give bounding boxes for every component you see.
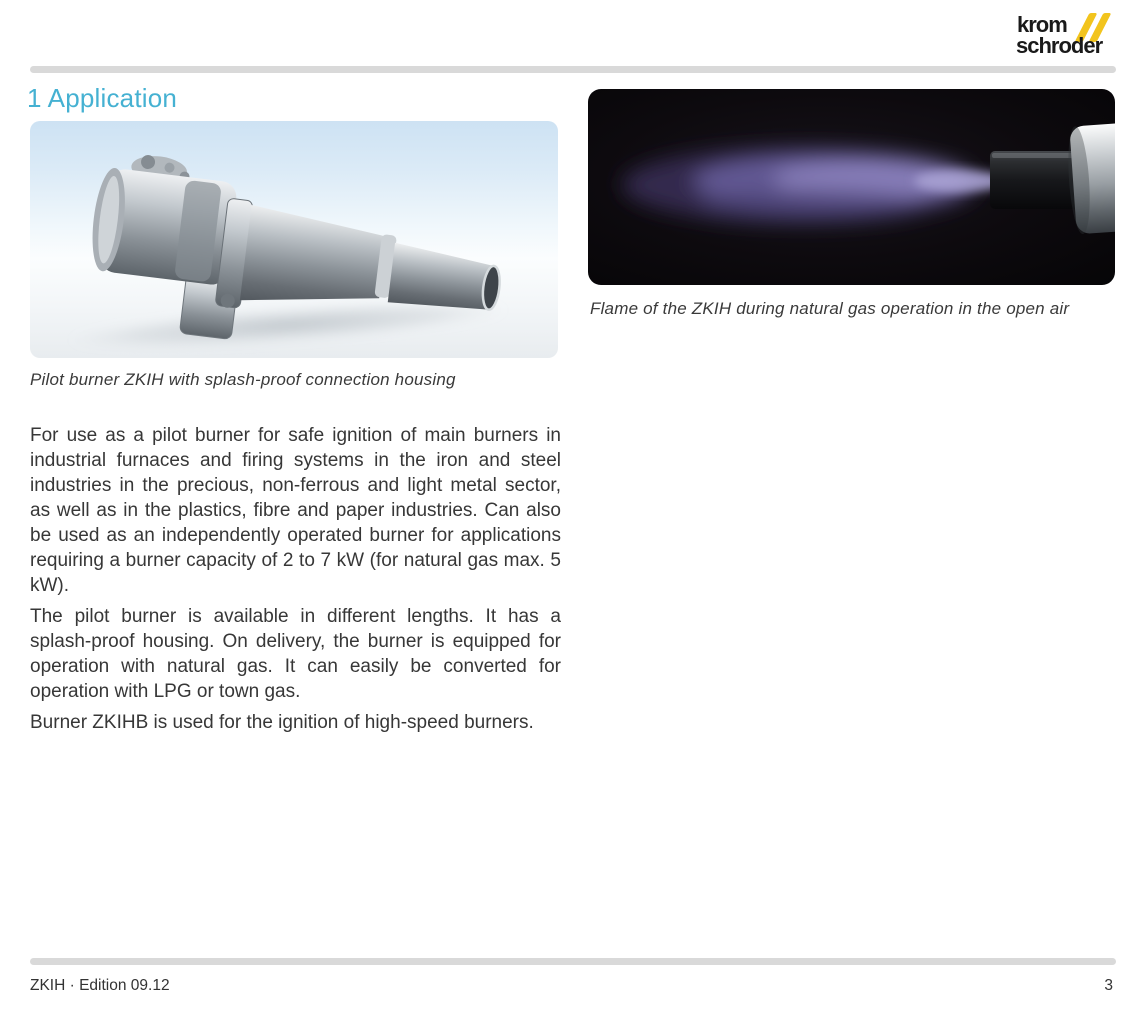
page-title: 1 Application <box>27 83 178 113</box>
flame-photo <box>588 89 1115 285</box>
header-rule <box>30 66 1116 73</box>
product-caption: Pilot burner ZKIH with splash-proof connection housing <box>30 370 456 389</box>
product-photo <box>30 121 558 358</box>
logo-text-schroder: schroder <box>1016 33 1103 58</box>
paragraph: For use as a pilot burner for safe ignition of main burners in industrial furnaces and firing systems in the iron and steel industries in the precious, non-ferrous and light metal sector, as well as in the plastics, fibre and paper industries. Can also be used as an independently operated burner for applications requiring a burner capacity of 2 to 7 kW (for natural gas max. 5 kW). <box>30 425 561 596</box>
logo-text-krom: krom <box>1017 12 1067 37</box>
kromschroder-logo <box>1016 12 1115 60</box>
flame-caption: Flame of the ZKIH during natural gas operation in the open air <box>590 299 1070 318</box>
application-text <box>30 423 561 741</box>
flame-illustration <box>588 89 1115 285</box>
footer-page-number: 3 <box>1104 977 1113 994</box>
pilot-burner-illustration <box>30 121 558 358</box>
footer-edition: ZKIH · Edition 09.12 <box>30 977 170 994</box>
paragraph: The pilot burner is available in different lengths. It has a splash-proof housing. On delivery, the burner is equipped for operation with natural gas. It can easily be converted for operation with LPG or town gas. <box>30 606 561 702</box>
footer-rule <box>30 958 1116 965</box>
paragraph: Burner ZKIHB is used for the ignition of high-speed burners. <box>30 712 534 733</box>
